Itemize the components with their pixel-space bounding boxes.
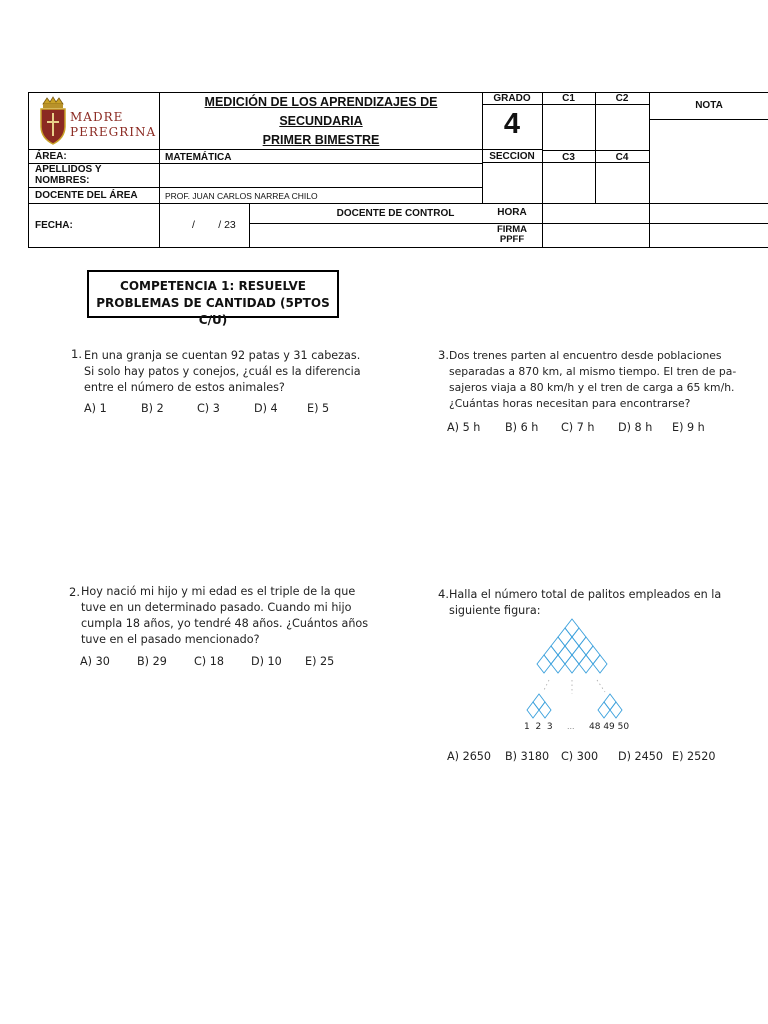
figure-dots: ... xyxy=(567,721,575,731)
docente-control-label: DOCENTE DE CONTROL xyxy=(336,208,455,219)
q2-option-d[interactable]: D) 10 xyxy=(251,655,282,668)
rhombus xyxy=(533,694,545,710)
q3-option-a[interactable]: A) 5 h xyxy=(447,421,481,434)
docente-area-label: DOCENTE DEL ÁREA xyxy=(35,190,138,201)
question-line: separadas a 870 km, al mismo tiempo. El tren de pa- xyxy=(449,365,737,378)
question-1-text xyxy=(84,348,361,396)
rhombus xyxy=(527,702,539,718)
exam-title-line1: MEDICIÓN DE LOS APRENDIZAJES DE xyxy=(204,95,438,109)
q2-option-b[interactable]: B) 29 xyxy=(137,655,167,668)
q4-option-a[interactable]: A) 2650 xyxy=(447,750,492,763)
question-line: Halla el número total de palitos empleados en la xyxy=(449,588,722,601)
figure-label-right: 48 49 50 xyxy=(589,722,630,732)
q4-option-b[interactable]: B) 3180 xyxy=(505,750,550,763)
rhombus xyxy=(558,628,572,646)
rhombus xyxy=(558,646,572,664)
figure-label-left: 1 2 3 xyxy=(524,722,553,732)
q1-option-b[interactable]: B) 2 xyxy=(141,402,164,415)
dotted-line xyxy=(543,680,549,692)
q3-option-b[interactable]: B) 6 h xyxy=(505,421,539,434)
q1-option-c[interactable]: C) 3 xyxy=(197,402,220,415)
rhombus xyxy=(586,646,600,664)
question-line: Si solo hay patos y conejos, ¿cuál es la diferencia xyxy=(84,365,361,378)
question-line: tuve en un determinado pasado. Cuando mi hijo xyxy=(81,601,352,614)
apellidos-label: APELLIDOS Y NOMBRES: xyxy=(35,164,102,186)
hora-label: HORA xyxy=(497,207,527,218)
c3-label: C3 xyxy=(562,152,575,163)
rhombus xyxy=(593,655,607,673)
rhombus xyxy=(565,619,579,637)
crest-icon xyxy=(36,96,70,146)
rhombus xyxy=(565,655,579,673)
competencia-line1: COMPETENCIA 1: RESUELVE xyxy=(120,279,306,293)
grado-value: 4 xyxy=(503,108,521,140)
nota-label: NOTA xyxy=(695,100,723,111)
question-4-number: 4. xyxy=(438,587,449,601)
rhombus xyxy=(598,702,610,718)
fecha-label: FECHA: xyxy=(35,220,73,231)
q2-option-c[interactable]: C) 18 xyxy=(194,655,224,668)
q3-option-c[interactable]: C) 7 h xyxy=(561,421,595,434)
rhombus xyxy=(537,655,551,673)
question-line: entre el número de estos animales? xyxy=(84,381,285,394)
rhombus xyxy=(610,702,622,718)
grado-label: GRADO xyxy=(493,93,531,104)
question-line: Hoy nació mi hijo y mi edad es el triple de la que xyxy=(81,585,356,598)
rhombus xyxy=(544,646,558,664)
exam-title-line3: PRIMER BIMESTRE xyxy=(262,133,380,147)
rhombus xyxy=(572,646,586,664)
question-line: cumpla 18 años, yo tendré 48 años. ¿Cuántos años xyxy=(81,617,369,630)
exam-title-line2: SECUNDARIA xyxy=(279,114,363,128)
question-4-text xyxy=(449,587,721,619)
firma-label: FIRMA PPFF xyxy=(496,224,528,245)
c2-label: C2 xyxy=(615,93,629,104)
q1-option-a[interactable]: A) 1 xyxy=(84,402,107,415)
competencia-line2: PROBLEMAS DE CANTIDAD (5PTOS C/U) xyxy=(96,296,330,327)
question-line: sajeros viaja a 80 km/h y el tren de carga a 65 km/h. xyxy=(449,381,735,394)
area-label: ÁREA: xyxy=(35,151,67,162)
question-1-number: 1. xyxy=(71,347,82,361)
palitos-figure xyxy=(515,618,635,740)
area-value: MATEMÁTICA xyxy=(165,152,232,163)
rhombus-pyramid-figure xyxy=(515,618,635,723)
rhombus xyxy=(539,702,551,718)
question-line: Dos trenes parten al encuentro desde poblaciones xyxy=(449,349,722,362)
rhombus xyxy=(572,628,586,646)
logo-text-madre: MADRE xyxy=(70,110,124,124)
question-line: tuve en el pasado mencionado? xyxy=(81,633,260,646)
rhombus xyxy=(551,637,565,655)
rhombus xyxy=(604,694,616,710)
rhombus xyxy=(551,655,565,673)
q3-option-d[interactable]: D) 8 h xyxy=(618,421,653,434)
q1-option-d[interactable]: D) 4 xyxy=(254,402,278,415)
competencia-box xyxy=(87,270,339,327)
dotted-line xyxy=(597,680,605,692)
question-3-number: 3. xyxy=(438,348,449,362)
docente-area-value: PROF. JUAN CARLOS NARREA CHILO xyxy=(165,191,318,201)
question-3-text xyxy=(449,348,736,412)
rhombus xyxy=(579,637,593,655)
question-2-text xyxy=(81,584,368,648)
q4-option-c[interactable]: C) 300 xyxy=(561,750,599,763)
q3-option-e[interactable]: E) 9 h xyxy=(672,421,705,434)
q4-option-d[interactable]: D) 2450 xyxy=(618,750,664,763)
q1-option-e[interactable]: E) 5 xyxy=(307,402,330,415)
question-line: En una granja se cuentan 92 patas y 31 cabezas. xyxy=(84,349,361,362)
question-2-number: 2. xyxy=(69,585,80,599)
logo-text-peregrina: PEREGRINA xyxy=(70,125,157,139)
rhombus xyxy=(579,655,593,673)
fecha-value: / / 23 xyxy=(192,219,236,231)
question-line: siguiente figura: xyxy=(449,604,541,617)
q4-option-e[interactable]: E) 2520 xyxy=(672,750,716,763)
c4-label: C4 xyxy=(615,152,629,163)
question-line: ¿Cuántas horas necesitan para encontrarse? xyxy=(449,397,691,410)
q2-option-e[interactable]: E) 25 xyxy=(305,655,335,668)
header-table xyxy=(28,92,768,248)
seccion-label: SECCION xyxy=(489,151,535,162)
c1-label: C1 xyxy=(562,93,575,104)
rhombus xyxy=(565,637,579,655)
q2-option-a[interactable]: A) 30 xyxy=(80,655,110,668)
